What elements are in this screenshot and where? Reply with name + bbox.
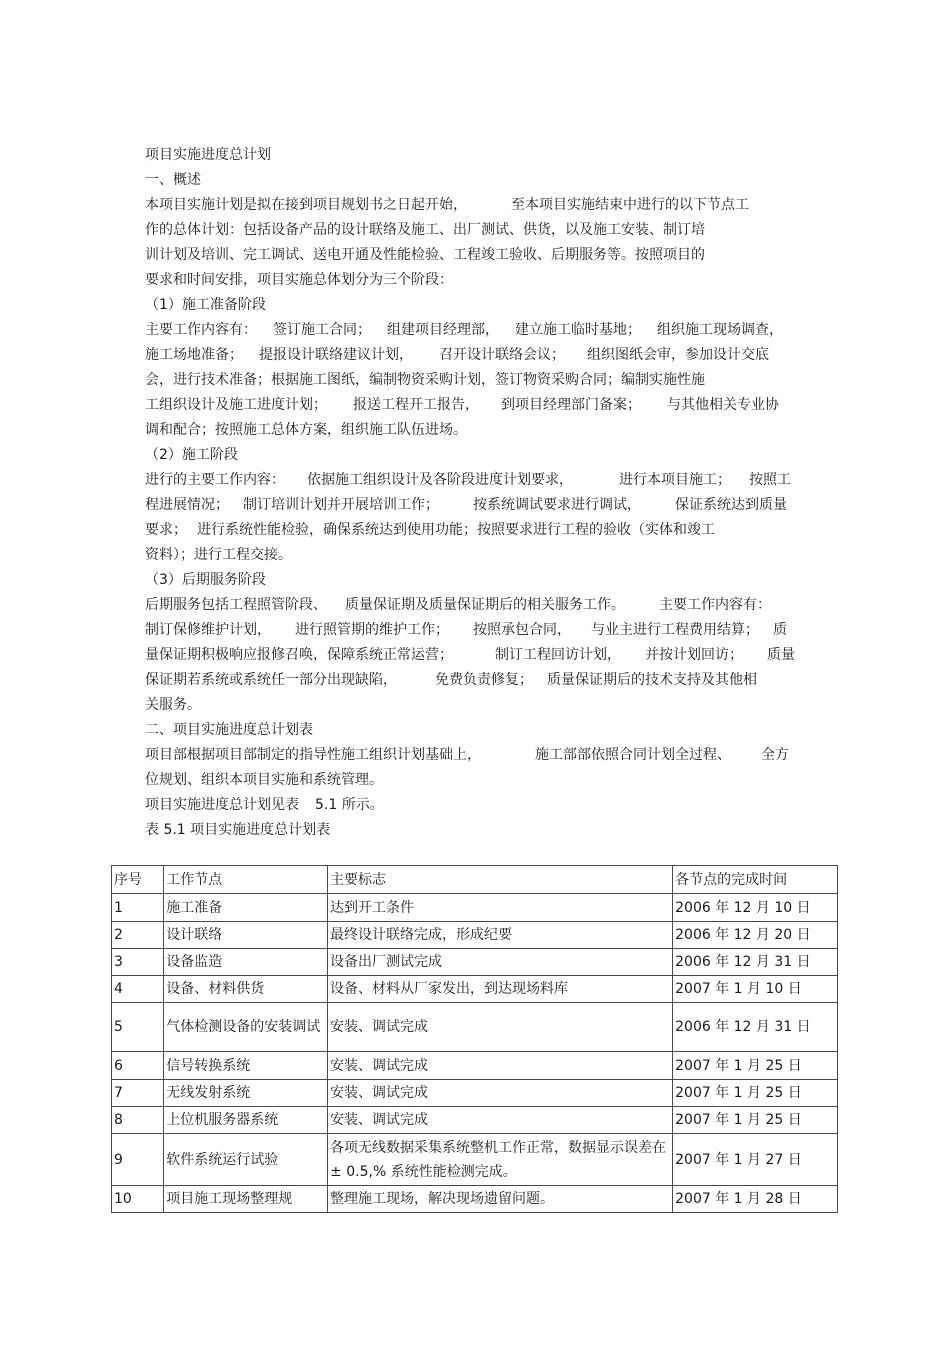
intro-line: 训计划及培训、完工调试、送电开通及性能检验、工程竣工验收、后期服务等。按照项目的 [145,247,705,263]
intro-line: 要求和时间安排，项目实施总体划分为三个阶段： [145,272,453,288]
cell-date: 2007 年 1 月 28 日 [673,1186,838,1213]
phase3-line: 量保证期积极响应报修召唤，保障系统正常运营； 制订工程回访计划， 并按计划回访； 质量 [145,647,795,663]
phase2-line: 程进展情况； 制订培训计划并开展培训工作； 按系统调试要求进行调试， 保证系统达到质量 [145,497,787,513]
cell-milestone: 设备、材料从厂家发出，到达现场料库 [328,976,673,1003]
cell-date: 2007 年 1 月 10 日 [673,976,838,1003]
phase1-line: 施工场地准备； 提报设计联络建议计划， 召开设计联络会议； 组织图纸会审，参加设计交底 [145,347,769,363]
cell-index: 7 [112,1080,164,1107]
cell-date: 2007 年 1 月 25 日 [673,1080,838,1107]
cell-date: 2006 年 12 月 10 日 [673,894,838,922]
header-index: 序号 [112,866,164,894]
cell-milestone: 安装、调试完成 [328,1107,673,1134]
table-header-row [112,866,838,894]
cell-node: 无线发射系统 [164,1080,328,1107]
table-row [112,1186,838,1213]
cell-index: 9 [112,1134,164,1186]
table-row [112,894,838,922]
cell-index: 6 [112,1052,164,1080]
cell-node: 项目施工现场整理规 [164,1186,328,1213]
section2-line: 项目部根据项目部制定的指导性施工组织计划基础上， 施工部部依照合同计划全过程、 全方 [145,747,789,763]
cell-node: 设计联络 [164,922,328,949]
cell-index: 4 [112,976,164,1003]
phase1-line: 工组织设计及施工进度计划； 报送工程开工报告， 到项目经理部门备案； 与其他相关专业协 [145,397,779,413]
phase3-heading: （3）后期服务阶段 [145,572,266,588]
phase3-line: 后期服务包括工程照管阶段、 质量保证期及质量保证期后的相关服务工作。 主要工作内容有： [145,597,771,613]
cell-index: 5 [112,1003,164,1052]
phase1-line: 会，进行技术准备；根据施工图纸，编制物资采购计划，签订物资采购合同；编制实施性施 [145,372,705,388]
cell-milestone: 各项无线数据采集系统整机工作正常，数据显示误差在± 0.5,% 系统性能检测完成。 [328,1134,673,1186]
overview-heading: 一、概述 [145,172,201,188]
cell-milestone: 最终设计联络完成，形成纪要 [328,922,673,949]
phase2-line: 资料）；进行工程交接。 [145,547,292,563]
table-caption: 表 5.1 项目实施进度总计划表 [145,822,331,838]
phase2-line: 要求； 进行系统性能检验，确保系统达到使用功能；按照要求进行工程的验收（实体和竣工 [145,522,715,538]
table-row [112,949,838,976]
phase3-line: 保证期若系统或系统任一部分出现缺陷， 免费负责修复； 质量保证期后的技术支持及其他相 [145,672,757,688]
table-row [112,922,838,949]
cell-date: 2007 年 1 月 27 日 [673,1134,838,1186]
table-row [112,976,838,1003]
phase1-line: 调和配合；按照施工总体方案，组织施工队伍进场。 [145,422,467,438]
cell-index: 8 [112,1107,164,1134]
table-row [112,1080,838,1107]
cell-node: 气体检测设备的安装调试 [164,1003,328,1052]
cell-date: 2006 年 12 月 31 日 [673,1003,838,1052]
cell-milestone: 安装、调试完成 [328,1080,673,1107]
cell-date: 2007 年 1 月 25 日 [673,1052,838,1080]
table-row [112,1052,838,1080]
doc-title: 项目实施进度总计划 [145,147,271,163]
cell-node: 上位机服务器系统 [164,1107,328,1134]
phase3-line: 制订保修维护计划， 进行照管期的维护工作； 按照承包合同， 与业主进行工程费用结算； 质 [145,622,787,638]
cell-date: 2006 年 12 月 20 日 [673,922,838,949]
cell-node: 软件系统运行试验 [164,1134,328,1186]
cell-node: 设备监造 [164,949,328,976]
section2-heading: 二、项目实施进度总计划表 [145,722,313,738]
table-row [112,1134,838,1186]
section2-line: 位规划、组织本项目实施和系统管理。 [145,772,383,788]
cell-node: 设备、材料供货 [164,976,328,1003]
intro-line: 本项目实施计划是拟在接到项目规划书之日起开始， 至本项目实施结束中进行的以下节点工 [145,197,749,213]
header-node: 工作节点 [164,866,328,894]
schedule-table [111,865,838,1213]
cell-node: 信号转换系统 [164,1052,328,1080]
phase1-heading: （1）施工准备阶段 [145,297,266,313]
table-row [112,1107,838,1134]
cell-index: 10 [112,1186,164,1213]
header-milestone: 主要标志 [328,866,673,894]
cell-index: 1 [112,894,164,922]
cell-milestone: 安装、调试完成 [328,1003,673,1052]
table-row [112,1003,838,1052]
header-date: 各节点的完成时间 [673,866,838,894]
cell-date: 2007 年 1 月 25 日 [673,1107,838,1134]
cell-index: 2 [112,922,164,949]
cell-milestone: 达到开工条件 [328,894,673,922]
phase3-line: 关服务。 [145,697,201,713]
cell-node: 施工准备 [164,894,328,922]
cell-milestone: 整理施工现场，解决现场遗留问题。 [328,1186,673,1213]
phase2-line: 进行的主要工作内容： 依据施工组织设计及各阶段进度计划要求， 进行本项目施工； 按照工 [145,472,791,488]
cell-milestone: 设备出厂测试完成 [328,949,673,976]
intro-line: 作的总体计划：包括设备产品的设计联络及施工、出厂测试、供货，以及施工安装、制订培 [145,222,705,238]
phase2-heading: （2）施工阶段 [145,447,238,463]
phase1-line: 主要工作内容有： 签订施工合同； 组建项目经理部， 建立施工临时基地； 组织施工现场调查， [145,322,783,338]
cell-milestone: 安装、调试完成 [328,1052,673,1080]
cell-index: 3 [112,949,164,976]
table-reference: 项目实施进度总计划见表 5.1 所示。 [145,797,384,813]
cell-date: 2006 年 12 月 31 日 [673,949,838,976]
